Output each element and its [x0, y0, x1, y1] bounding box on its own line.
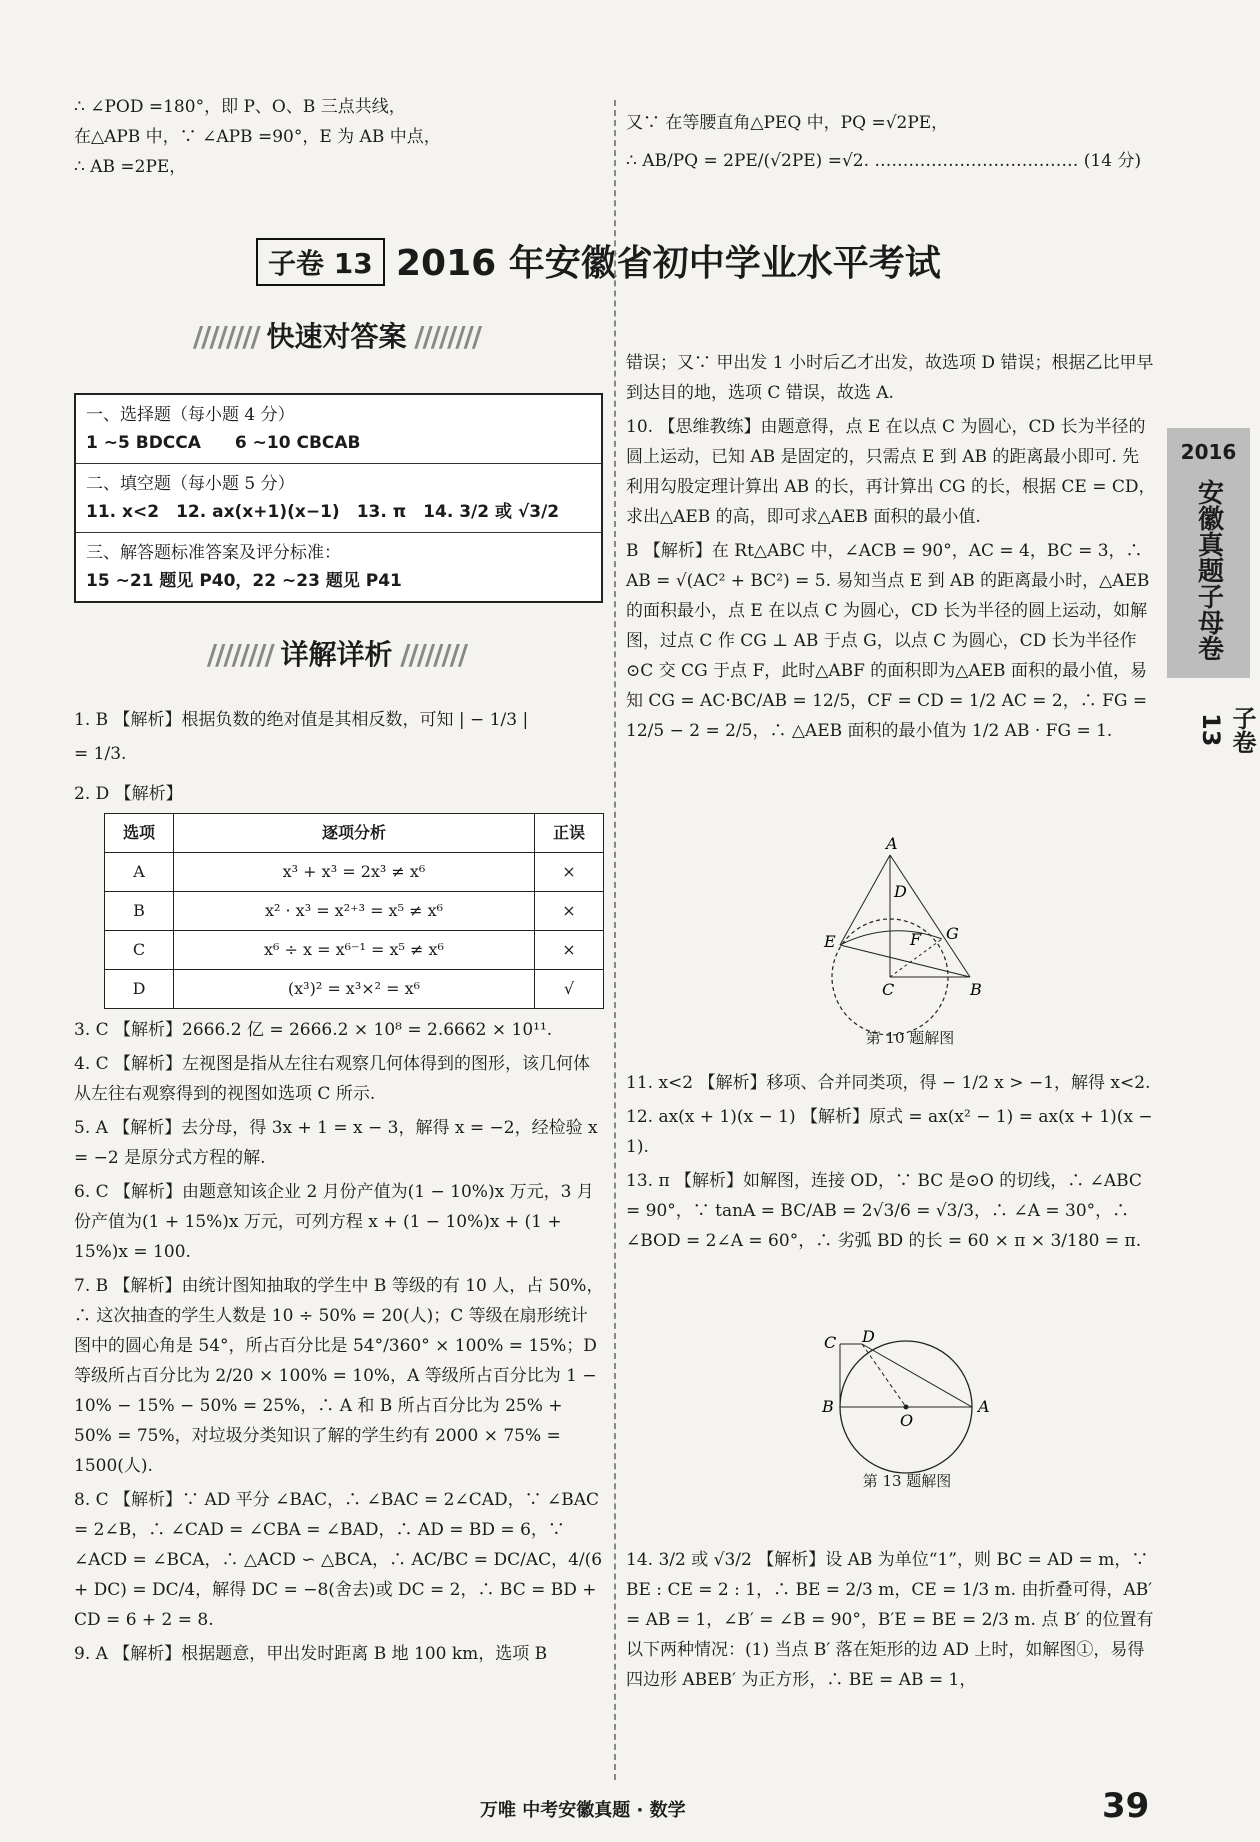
- q9-continued: 错误；又∵ 甲出发 1 小时后乙才出发，故选项 D 错误；根据乙比甲早到达目的地，选项 C 错误，故选 A.: [626, 353, 1154, 403]
- text-line: ∴ AB =2PE，: [74, 157, 187, 177]
- table-header: 选项: [105, 814, 174, 853]
- table-header: 逐项分析: [174, 814, 535, 853]
- center-point: [904, 1405, 909, 1410]
- label-b: B: [970, 980, 982, 999]
- page-number: 39: [1102, 1786, 1150, 1826]
- answer-section: [76, 533, 601, 601]
- decor-right: ////////: [392, 638, 467, 671]
- q3-text: 3. C 【解析】2666.2 亿 = 2666.2 × 10⁸ = 2.6662 × 10¹¹.: [74, 1020, 553, 1040]
- table-row: [105, 970, 604, 1009]
- text-line: 在△APB 中，∵ ∠APB =90°，E 为 AB 中点，: [74, 127, 441, 147]
- top-right-text: [626, 108, 1156, 176]
- q11-text: 11. x<2 【解析】移项、合并同类项，得 − 1/2 x > −1，解得 x<2.: [626, 1073, 1151, 1093]
- segment-da: [862, 1344, 972, 1407]
- label-c: C: [824, 1333, 837, 1352]
- q4-text: 4. C 【解析】左视图是指从左往右观察几何体得到的图形，该几何体从左往右观察得到的视图如选项 C 所示.: [74, 1054, 591, 1104]
- side-sub: 子卷 13: [1197, 706, 1256, 754]
- text-line: ∴ AB/PQ = 2PE/(√2PE) =√2. ……………………………… (14 分): [626, 151, 1142, 171]
- q1-line: 1. B 【解析】根据负数的绝对值是其相反数，可知 | − 1/3 |: [74, 710, 529, 730]
- answer-section: [76, 395, 601, 464]
- label-b: B: [822, 1397, 834, 1416]
- side-year: 2016: [1180, 440, 1237, 464]
- label-d: D: [894, 882, 907, 901]
- table-cell: ×: [534, 853, 603, 892]
- table-header-row: [105, 814, 604, 853]
- table-row: [105, 892, 604, 931]
- decor-left: ////////: [206, 638, 281, 671]
- left-body: [74, 705, 604, 1673]
- answer-line: 15 ~21 题见 P40，22 ~23 题见 P41: [86, 571, 402, 591]
- q10-solution: B 【解析】在 Rt△ABC 中，∠ACB = 90°，AC = 4，BC = 3，∴ AB = √(AC² + BC²) = 5. 易知当点 E 到 AB 的距离最小时，△AEB 的面积最小，点 E 在以点 C 为圆心，CD 长为半径的圆上运动，如解图，过点 C 作 CG ⊥ AB 于点 G，以点 C 为圆心，CD 长为半径作⊙C 交 CG 于点 F，此时△ABF 的面积即为△AEB 面积的最小值，易知 CG = AC·BC/AB = 12/5，CF = CD = 1/2 AC = 2，∴ FG = 12/5 − 2 = 2/5，∴ △AEB 面积的最小值为 1/2 AB · FG = 1.: [626, 541, 1150, 741]
- figure-q10-caption: 第 10 题解图: [865, 1029, 955, 1047]
- answer-line: 三、解答题标准答案及评分标准：: [86, 543, 341, 563]
- table-cell: x³ + x³ = 2x³ ≠ x⁶: [174, 853, 535, 892]
- q2-line: 2. D 【解析】: [74, 784, 183, 804]
- segment-od: [862, 1344, 906, 1407]
- answer-line: 1 ~5 BDCCA 6 ~10 CBCAB: [86, 433, 361, 453]
- table-row: [105, 853, 604, 892]
- q7-text: 7. B 【解析】由统计图知抽取的学生中 B 等级的有 10 人，占 50%，∴ 这次抽查的学生人数是 10 ÷ 50% = 20(人)；C 等级在扇形统计图中的圆心角是 54°，所占百分比是 54°/360° × 100% = 15%；D 等级所占百分比为 2/20 × 100% = 10%，A 等级所占百分比为 1 − 10% − 15% − 50% = 25%，∴ A 和 B 所占百分比为 25% + 50% = 75%，对垃圾分类知识了解的学生约有 2000 × 75% = 1500(人).: [74, 1276, 604, 1476]
- table-cell: A: [105, 853, 174, 892]
- footer: 万唯 中考安徽真题 · 数学: [480, 1800, 686, 1821]
- q8-text: 8. C 【解析】∵ AD 平分 ∠BAC，∴ ∠BAC = 2∠CAD，∵ ∠BAC = 2∠B，∴ ∠CAD = ∠CBA = ∠BAD，∴ AD = BD = 6，∵ ∠ACD = ∠BCA，∴ △ACD ∽ △BCA，∴ AC/BC = DC/AC，4/(6 + DC) = DC/4，解得 DC = −8(舍去)或 DC = 2，∴ BC = BD + CD = 6 + 2 = 8.: [74, 1490, 603, 1630]
- table-cell: C: [105, 931, 174, 970]
- q6-text: 6. C 【解析】由题意知该企业 2 月份产值为(1 − 10%)x 万元，3 月份产值为(1 + 15%)x 万元，可列方程 x + (1 − 10%)x + (1 + 15%)x = 100.: [74, 1182, 594, 1262]
- figure-q13-caption: 第 13 题解图: [862, 1472, 952, 1490]
- q9-text: 9. A 【解析】根据题意，甲出发时距离 B 地 100 km，选项 B: [74, 1644, 548, 1664]
- q14-text: 14. 3/2 或 √3/2 【解析】设 AB 为单位“1”，则 BC = AD = m，∵ BE : CE = 2 : 1，∴ BE = 2/3 m，CE = 1/3 m. 由折叠可得，AB′ = AB = 1，∠B′ = ∠B = 90°，B′E = BE = 2/3 m. 点 B′ 的位置有以下两种情况：(1) 当点 B′ 落在矩形的边 AD 上时，如解图①，易得四边形 ABEB′ 为正方形，∴ BE = AB = 1，: [626, 1550, 1154, 1690]
- q10-hint: 10. 【思维教练】由题意得，点 E 在以点 C 为圆心，CD 长为半径的圆上运动，已知 AB 是固定的，只需点 E 到 AB 的距离最小即可. 先利用勾股定理计算出 AB 的长，再计算出 CG 的长，根据 CE = CD，求出△AEB 的高，即可求△AEB 面积的最小值.: [626, 417, 1156, 527]
- table-cell: D: [105, 970, 174, 1009]
- label-a: A: [978, 1397, 990, 1416]
- q12-text: 12. ax(x + 1)(x − 1) 【解析】原式 = ax(x² − 1) = ax(x + 1)(x − 1).: [626, 1107, 1153, 1157]
- figure-q10: [820, 835, 1000, 1030]
- table-cell: ×: [534, 892, 603, 931]
- q1-line: = 1/3.: [74, 744, 127, 764]
- text-line: ∴ ∠POD =180°，即 P、O、B 三点共线，: [74, 97, 406, 117]
- figure-q13: [812, 1327, 1002, 1472]
- option-analysis-table: [104, 813, 604, 1009]
- top-left-text: [74, 92, 604, 182]
- decor-left: ////////: [192, 320, 267, 353]
- quick-head-text: 快速对答案: [266, 320, 407, 353]
- q13-text: 13. π 【解析】如解图，连接 OD，∵ BC 是⊙O 的切线，∴ ∠ABC = 90°，∵ tanA = BC/AB = 2√3/6 = √3/3，∴ ∠A = 30°，∴ ∠BOD = 2∠A = 60°，∴ 劣弧 BD 的长 = 60 × π × 3/180 = π.: [626, 1171, 1142, 1251]
- page-title: 2016 年安徽省初中学业水平考试: [396, 243, 941, 284]
- right-middle: [626, 1068, 1156, 1260]
- label-f: F: [910, 930, 922, 949]
- quick-answer-heading: [74, 322, 599, 352]
- segment-eb: [840, 945, 970, 977]
- decor-right: ////////: [406, 320, 481, 353]
- title-box: 子卷 13: [256, 238, 385, 286]
- table-cell: (x³)² = x³×² = x⁶: [174, 970, 535, 1009]
- label-o: O: [900, 1411, 914, 1430]
- right-end: [626, 1545, 1156, 1699]
- column-divider: [614, 100, 616, 1780]
- table-row: [105, 931, 604, 970]
- label-e: E: [824, 932, 836, 951]
- label-g: G: [946, 924, 959, 943]
- right-body: [626, 348, 1156, 750]
- table-cell: B: [105, 892, 174, 931]
- answer-line: 二、填空题（每小题 5 分）: [86, 474, 295, 494]
- table-header: 正误: [534, 814, 603, 853]
- q5-text: 5. A 【解析】去分母，得 3x + 1 = x − 3，解得 x = −2，经检验 x = −2 是原分式方程的解.: [74, 1118, 598, 1168]
- label-a: A: [886, 834, 898, 853]
- label-c: C: [882, 980, 895, 999]
- text-line: 又∵ 在等腰直角△PEQ 中，PQ =√2PE，: [626, 113, 949, 133]
- arc-ef: [840, 931, 942, 945]
- answer-section: [76, 464, 601, 533]
- answer-line: 一、选择题（每小题 4 分）: [86, 405, 295, 425]
- side-tab: [1167, 428, 1250, 678]
- table-cell: ×: [534, 931, 603, 970]
- table-cell: x² · x³ = x²⁺³ = x⁵ ≠ x⁶: [174, 892, 535, 931]
- table-cell: x⁶ ÷ x = x⁶⁻¹ = x⁵ ≠ x⁶: [174, 931, 535, 970]
- label-d: D: [862, 1327, 875, 1346]
- detail-head-text: 详解详析: [280, 638, 393, 671]
- table-cell: √: [534, 970, 603, 1009]
- quick-answer-box: [74, 393, 603, 603]
- side-text: 安徽真题子母卷: [1193, 479, 1224, 661]
- answer-line: 11. x<2 12. ax(x+1)(x−1) 13. π 14. 3/2 或 √3/2: [86, 502, 560, 522]
- segment-ab: [890, 855, 970, 977]
- detail-heading: [74, 640, 599, 670]
